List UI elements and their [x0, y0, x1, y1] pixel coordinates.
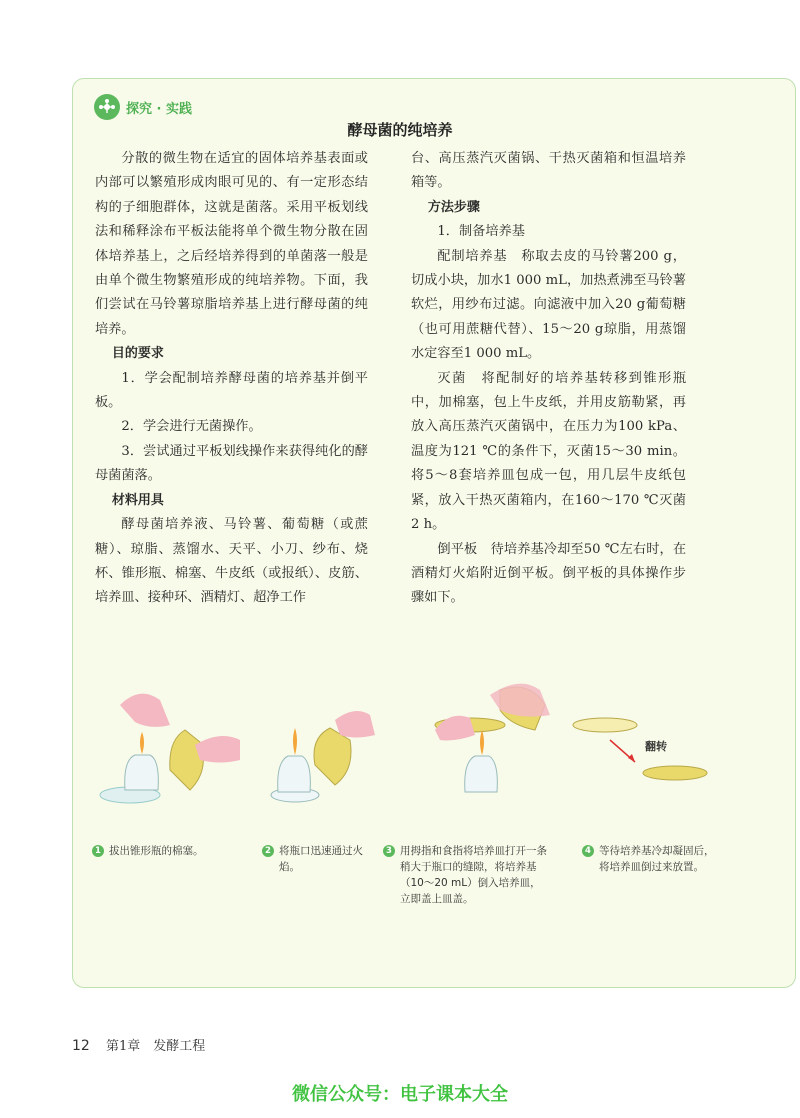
goals-heading: 目的要求 [111, 346, 164, 362]
sterilize-paragraph [411, 367, 686, 538]
badge-label: 探究 · 实践 [126, 101, 192, 117]
step-number-badge: 3 [383, 845, 395, 857]
figure-caption [582, 843, 722, 875]
materials-continued: 台、高压蒸汽灭菌锅、干热灭菌箱和恒温培养箱等。 [411, 151, 686, 191]
figure-caption [383, 843, 549, 907]
watermark-text: 微信公众号：电子课本大全 [292, 1084, 508, 1105]
chapter-label: 第1章 发酵工程 [105, 1039, 206, 1054]
figure-caption [92, 843, 232, 859]
caption-text: 等待培养基冷却凝固后，将培养皿倒过来放置。 [599, 845, 715, 873]
materials-heading: 材料用具 [111, 492, 164, 508]
goal-item: 2．学会进行无菌操作。 [121, 419, 262, 435]
page-number: 12 [72, 1038, 90, 1054]
step-number-badge: 2 [262, 845, 274, 857]
goal-item: 3．尝试通过平板划线操作来获得纯化的酵母菌菌落。 [95, 443, 368, 484]
right-column [411, 147, 686, 611]
flask-network-icon [94, 94, 120, 120]
prep-label: 配制培养基 [437, 248, 508, 264]
caption-text: 拔出锥形瓶的棉塞。 [109, 845, 204, 857]
flip-label: 翻转 [645, 740, 667, 753]
page-footer [72, 1035, 205, 1054]
pour-label: 倒平板 [437, 541, 478, 557]
pour-plate-illustration [90, 650, 730, 830]
page-title: 酵母菌的纯培养 [347, 121, 453, 139]
caption-text: 用拇指和食指将培养皿打开一条稍大于瓶口的缝隙，将培养基（10～20 mL）倒入培养皿，立即盖上皿盖。 [400, 845, 547, 905]
prep-text: 称取去皮的马铃薯200 g，切成小块，加水1 000 mL，加热煮沸至马铃薯软烂，用纱布过滤。向滤液中加入20 g葡萄糖（也可用蔗糖代替）、15～20 g琼脂，用蒸馏水定容至1 000 mL。 [411, 248, 686, 362]
step-1-drawing [100, 694, 240, 803]
sterilize-text: 将配制好的培养基转移到锥形瓶中，加棉塞，包上牛皮纸，并用皮筋勒紧，再放入高压蒸汽灭菌锅中，在压力为100 kPa、温度为121 ℃的条件下，灭菌15～30 min。将5～8套培养皿包成一包，用几层牛皮纸包紧，放入干热灭菌箱内，在160～170 ℃灭菌2 h。 [411, 370, 687, 533]
sterilize-label: 灭菌 [437, 370, 467, 386]
prep-paragraph [411, 245, 686, 367]
section-badge [94, 93, 192, 121]
step-3-drawing [435, 684, 550, 792]
pour-text: 待培养基冷却至50 ℃左右时，在酒精灯火焰附近倒平板。倒平板的具体操作步骤如下。 [411, 541, 687, 606]
step-2-drawing [271, 711, 375, 802]
step-heading: 1．制备培养基 [437, 224, 525, 240]
caption-text: 将瓶口迅速通过火焰。 [279, 845, 363, 873]
pour-paragraph [411, 538, 686, 611]
method-heading: 方法步骤 [427, 199, 480, 215]
goal-item: 1．学会配制培养酵母菌的培养基并倒平板。 [95, 370, 368, 411]
step-4-drawing [573, 718, 707, 780]
step-number-badge: 1 [92, 845, 104, 857]
figure-caption [262, 843, 372, 875]
materials-paragraph: 酵母菌培养液、马铃薯、葡萄糖（或蔗糖）、琼脂、蒸馏水、天平、小刀、纱布、烧杯、锥形瓶、棉塞、牛皮纸（或报纸）、皮筋、培养皿、接种环、酒精灯、超净工作 [95, 517, 368, 606]
step-number-badge: 4 [582, 845, 594, 857]
intro-paragraph: 分散的微生物在适宜的固体培养基表面或内部可以繁殖形成肉眼可见的、有一定形态结构的子细胞群体，这就是菌落。采用平板划线法和稀释涂布平板法能将单个微生物分散在固体培养基上，之后经培养得到的单菌落一般是由单个微生物繁殖形成的纯培养物。下面，我们尝试在马铃薯琼脂培养基上进行酵母菌的纯培养。 [95, 151, 368, 337]
left-column [95, 147, 368, 611]
